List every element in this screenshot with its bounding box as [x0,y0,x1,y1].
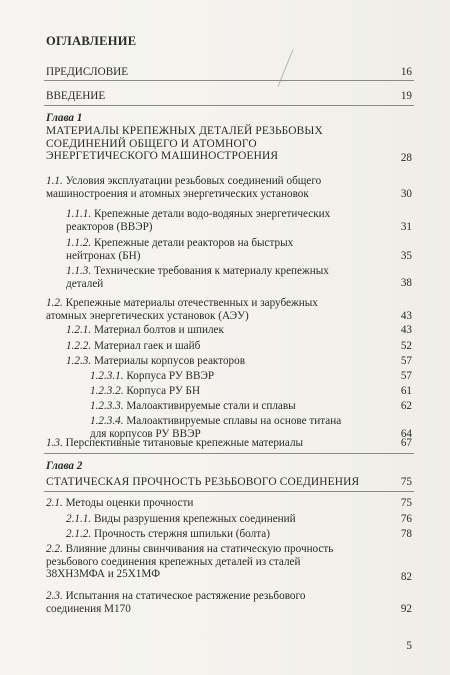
section-number: 1.2.3.2. [90,385,124,397]
entry-line: Прочность стержня шпильки (болта) [93,528,270,540]
section-number: 1.2.3. [66,355,92,367]
toc-entry [66,324,224,337]
chapter-label: Глава 1 [46,112,83,124]
toc-entry [66,355,245,368]
entry-line: Корпуса РУ ВВЭР [126,370,215,382]
toc-page-number: 64 [400,428,412,440]
toc-entry [66,265,366,290]
toc-page-number: 43 [400,310,412,322]
toc-page-number: 30 [400,188,412,200]
section-number: 1.1.3. [66,265,92,277]
section-number: 1.1.1. [66,208,92,220]
toc-page-number: 75 [400,476,412,488]
entry-line: Корпуса РУ БН [126,385,201,397]
section-number: 1.2.1. [66,324,92,336]
toc-entry [66,528,270,541]
section-number: 2.1.1. [66,513,92,525]
section-number: 2.3. [46,590,63,602]
entry-line: Влияние длины свинчивания на статическую прочность [65,543,334,555]
chapter-title: МАТЕРИАЛЫ КРЕПЕЖНЫХ ДЕТАЛЕЙ РЕЗЬБОВЫХ СОЕДИНЕНИЙ ОБЩЕГО И АТОМНОГО ЭНЕРГЕТИЧЕСКОГО МАШИНОСТРОЕНИЯ [46,125,323,163]
toc-page-number: 76 [400,513,412,525]
entry-line: Перспективные титановые крепежные материалы [65,437,304,449]
footer-page-number: 5 [406,640,412,652]
toc-page-number: 61 [400,385,412,397]
entry-line: Технические требования к материалу крепежных [93,265,329,277]
toc-page-number: 92 [400,603,412,615]
section-number: 1.2.3.3. [90,400,124,412]
toc-entry [66,237,366,262]
toc-entry-text: ПРЕДИСЛОВИЕ [46,66,129,78]
toc-heading: ОГЛАВЛЕНИЕ [46,34,137,48]
toc-entry [90,385,200,398]
toc-entry [66,208,366,233]
toc-page-number: 52 [400,340,412,352]
entry-line: нейтронах (БН) [66,249,141,262]
toc-entry [46,175,376,200]
divider [44,105,414,106]
section-number: 2.2. [46,543,63,555]
toc-entry [66,513,296,526]
section-number: 1.2. [46,297,63,309]
entry-line: для корпусов РУ ВВЭР [90,427,201,440]
toc-page-number: 35 [400,250,412,262]
entry-line: Крепежные детали водо-водяных энергетических [93,208,331,220]
toc-entry [90,370,214,383]
entry-line: Испытания на статическое растяжение резьбового [65,590,306,602]
section-number: 2.1. [46,497,63,509]
divider [44,491,414,492]
entry-line: атомных энергетических установок (АЭУ) [46,309,249,322]
toc-page-number: 43 [400,324,412,336]
toc-entry-introduction [46,90,105,103]
toc-page-number: 82 [400,571,412,583]
toc-entry [46,497,193,510]
entry-line: машиностроения и атомных энергетических установок [46,187,309,200]
section-number: 1.2.2. [66,340,92,352]
toc-entry [46,590,386,615]
entry-line: Крепежные материалы отечественных и зарубежных [65,297,318,309]
entry-line: деталей [66,277,104,290]
chapter-title: СТАТИЧЕСКАЯ ПРОЧНОСТЬ РЕЗЬБОВОГО СОЕДИНЕНИЯ [46,476,360,488]
section-number: 2.1.2. [66,528,92,540]
toc-page-number: 19 [400,90,412,102]
toc-page-number: 38 [400,277,412,289]
toc-page-number: 62 [400,400,412,412]
entry-line: Материалы корпусов реакторов [93,355,246,367]
toc-entry [90,400,296,413]
toc-page-number: 28 [400,152,412,164]
entry-line: соединения М170 [46,602,131,615]
toc-page-number: 75 [400,497,412,509]
toc-page-number: 57 [400,370,412,382]
toc-entry [46,437,303,450]
entry-line: Малоактивируемые сплавы на основе титана [126,415,342,427]
toc-entry [46,543,386,581]
toc-page-number: 57 [400,355,412,367]
toc-entry-text: ВВЕДЕНИЕ [46,90,106,102]
section-number: 1.2.3.1. [90,370,124,382]
entry-line: Крепежные детали реакторов на быстрых [93,237,294,249]
entry-line: Малоактивируемые стали и сплавы [126,400,296,412]
entry-line: Материал гаек и шайб [93,340,201,352]
section-number: 1.1. [46,175,63,187]
entry-line: 38ХН3МФА и 25Х1МФ [46,568,161,581]
divider [44,80,414,81]
divider [44,453,414,454]
section-number: 1.3. [46,437,63,449]
entry-line: Материал болтов и шпилек [93,324,224,336]
entry-line: реакторов (ВВЭР) [66,220,153,233]
pencil-mark [278,49,294,86]
chapter-label: Глава 2 [46,460,83,472]
toc-entry [46,297,376,322]
toc-page-number: 78 [400,528,412,540]
toc-page-number: 67 [400,437,412,449]
toc-entry-preface [46,66,128,79]
section-number: 1.2.3.4. [90,415,124,427]
toc-entry [66,340,200,353]
entry-line: Условия эксплуатации резьбовых соединений общего [65,175,322,187]
section-number: 1.1.2. [66,237,92,249]
entry-line: Виды разрушения крепежных соединений [93,513,296,525]
entry-line: Методы оценки прочности [65,497,194,509]
toc-page-number: 16 [400,66,412,78]
entry-line: резьбового соединения крепежных деталей из сталей [46,555,301,568]
toc-page-number: 31 [400,221,412,233]
